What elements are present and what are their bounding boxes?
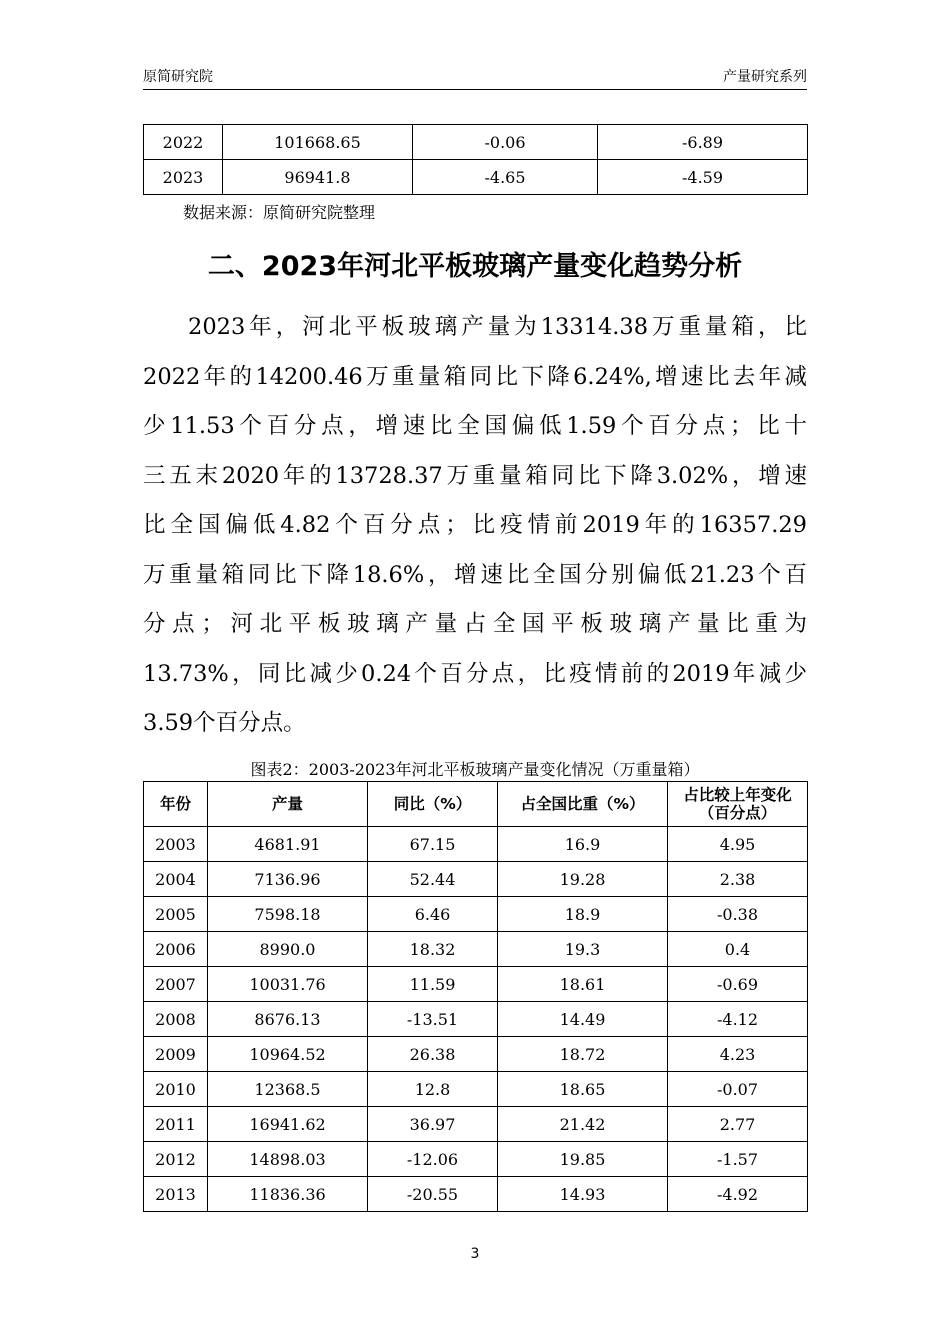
table-cell: 8676.13 [208,1002,368,1037]
table-cell: 14.49 [498,1002,668,1037]
table-cell: 2005 [144,897,208,932]
table-cell: 14898.03 [208,1142,368,1177]
production-table-body [144,827,808,1212]
table-cell: -4.92 [668,1177,808,1212]
paragraph-line: 13.73%，同比减少0.24个百分点，比疫情前的2019年减少 [143,660,807,687]
table-cell: 2.38 [668,862,808,897]
table-cell: -4.65 [413,160,598,195]
table-cell: 12.8 [368,1072,498,1107]
table-row [144,967,808,1002]
table-cell: 18.61 [498,967,668,1002]
header-org-name: 原简研究院 [143,69,213,85]
table-cell: -1.57 [668,1142,808,1177]
table-cell: 7136.96 [208,862,368,897]
table-cell: 4.95 [668,827,808,862]
table-cell: 36.97 [368,1107,498,1142]
table-cell: 18.65 [498,1072,668,1107]
table-cell: -12.06 [368,1142,498,1177]
table-row [144,1002,808,1037]
table-cell: -0.06 [413,125,598,160]
paragraph-line: 万重量箱同比下降18.6%，增速比全国分别偏低21.23个百 [143,561,807,588]
table-row [144,1142,808,1177]
col-header-share-change-line1: 占比较上年变化 [683,786,792,804]
table-cell: 2.77 [668,1107,808,1142]
table-cell: 2012 [144,1142,208,1177]
table-cell: 101668.65 [223,125,413,160]
continued-table [143,124,808,195]
page-header [143,66,807,90]
data-source-note: 数据来源：原简研究院整理 [183,203,376,222]
table-cell: 18.32 [368,932,498,967]
paragraph-line: 分点；河北平板玻璃产量占全国平板玻璃产量比重为 [143,611,807,637]
continued-table-body [144,125,808,195]
table-row [144,1107,808,1142]
table-cell: 18.9 [498,897,668,932]
table-cell: 0.4 [668,932,808,967]
col-header-output: 产量 [208,782,368,827]
table-cell: 2022 [144,125,223,160]
paragraph-line: 比全国偏低4.82个百分点；比疫情前2019年的16357.29 [143,512,807,538]
table-cell: -13.51 [368,1002,498,1037]
table-cell: 4.23 [668,1037,808,1072]
table-cell: 8990.0 [208,932,368,967]
table-cell: 10031.76 [208,967,368,1002]
table-cell: 4681.91 [208,827,368,862]
table-cell: -20.55 [368,1177,498,1212]
col-header-share-change [668,782,808,827]
section-title: 二、2023年河北平板玻璃产量变化趋势分析 [207,251,743,282]
table-cell: 26.38 [368,1037,498,1072]
table-cell: 11836.36 [208,1177,368,1212]
col-header-share: 占全国比重（%） [498,782,668,827]
header-series-name: 产量研究系列 [723,69,807,85]
paragraph-line: 三五末2020年的13728.37万重量箱同比下降3.02%，增速 [143,462,807,489]
table-cell: 10964.52 [208,1037,368,1072]
table-cell: 2008 [144,1002,208,1037]
table-row [144,1037,808,1072]
paragraph-line: 2022年的14200.46万重量箱同比下降6.24%,增速比去年减 [143,363,807,390]
table-cell: -6.89 [598,125,808,160]
table-cell: -0.38 [668,897,808,932]
page-number: 3 [470,1246,480,1262]
table-row [144,827,808,862]
table-cell: -4.59 [598,160,808,195]
table-cell: 19.28 [498,862,668,897]
paragraph-line: 少11.53个百分点，增速比全国偏低1.59个百分点；比十 [143,413,807,439]
table-cell: 2023 [144,160,223,195]
table-cell: -0.07 [668,1072,808,1107]
table-row [144,932,808,967]
table-cell: 2011 [144,1107,208,1142]
production-table [143,781,808,1212]
table-row [144,897,808,932]
table-row [144,125,808,160]
col-header-share-change-line2: （百分点） [698,804,777,822]
table-cell: 18.72 [498,1037,668,1072]
table-cell: 6.46 [368,897,498,932]
table-header-row [144,782,808,827]
table-cell: 16.9 [498,827,668,862]
table-cell: 14.93 [498,1177,668,1212]
table-cell: -4.12 [668,1002,808,1037]
table-caption: 图表2：2003-2023年河北平板玻璃产量变化情况（万重量箱） [250,760,700,779]
table-cell: 2006 [144,932,208,967]
table-row [144,160,808,195]
table-cell: 7598.18 [208,897,368,932]
table-row [144,1072,808,1107]
table-cell: 52.44 [368,862,498,897]
paragraph-line: 3.59个百分点。 [143,710,306,736]
table-cell: 2010 [144,1072,208,1107]
table-cell: 2003 [144,827,208,862]
table-cell: 19.3 [498,932,668,967]
table-cell: 11.59 [368,967,498,1002]
table-cell: 67.15 [368,827,498,862]
table-cell: 2004 [144,862,208,897]
table-cell: 2009 [144,1037,208,1072]
table-cell: 12368.5 [208,1072,368,1107]
table-cell: 96941.8 [223,160,413,195]
header-divider [143,89,807,90]
body-paragraph [143,303,807,749]
table-row [144,862,808,897]
table-cell: 19.85 [498,1142,668,1177]
table-cell: -0.69 [668,967,808,1002]
paragraph-line: 2023年，河北平板玻璃产量为13314.38万重量箱，比 [188,314,807,340]
table-cell: 21.42 [498,1107,668,1142]
table-cell: 2007 [144,967,208,1002]
col-header-yoy: 同比（%） [368,782,498,827]
table-cell: 2013 [144,1177,208,1212]
table-cell: 16941.62 [208,1107,368,1142]
table-row [144,1177,808,1212]
col-header-year: 年份 [144,782,208,827]
